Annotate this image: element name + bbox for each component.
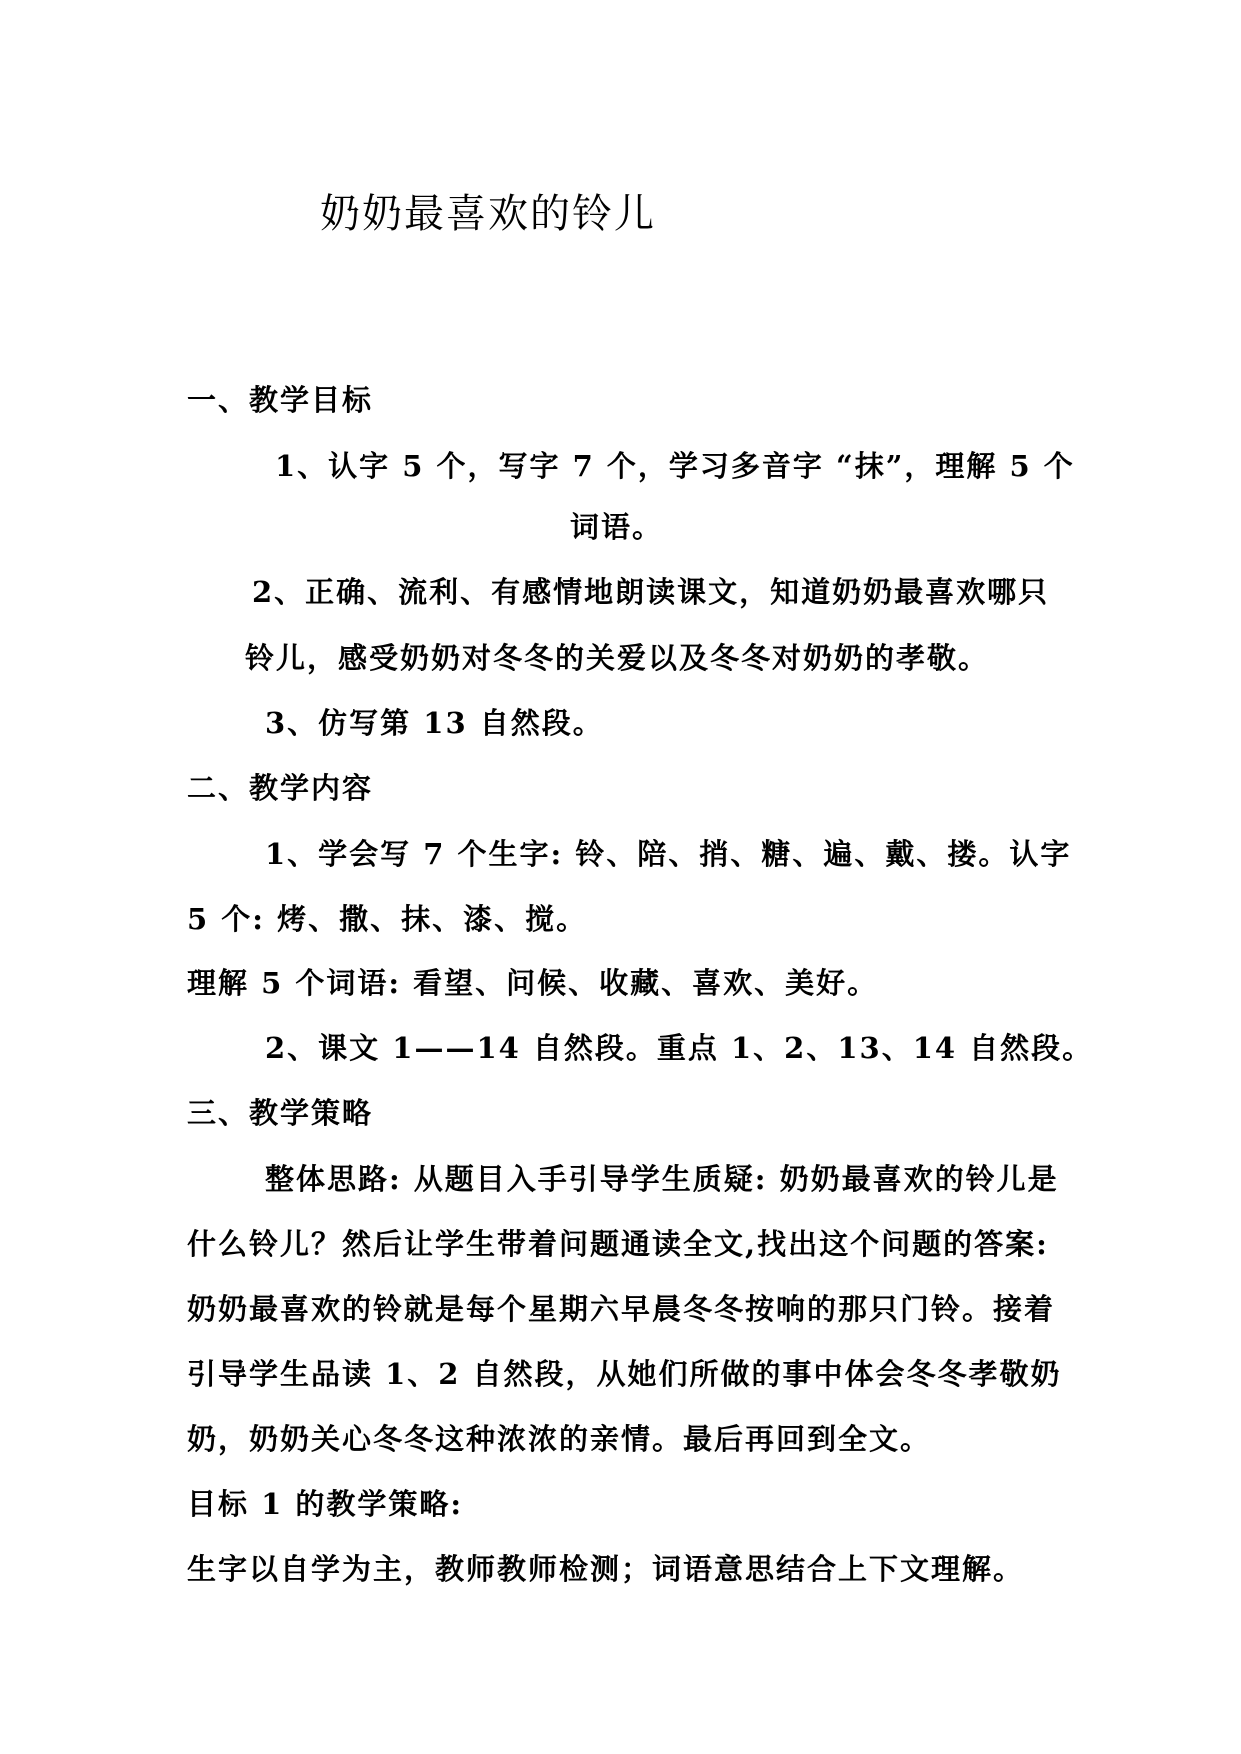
- section-heading-goals: 一、教学目标: [187, 383, 374, 417]
- goal-item-1-continued: 词语。: [570, 510, 664, 544]
- document-title: 奶奶最喜欢的铃儿: [320, 191, 656, 237]
- strategy-paragraph-line-1: 整体思路: 从题目入手引导学生质疑: 奶奶最喜欢的铃儿是: [265, 1162, 1059, 1196]
- goal-item-2-continued: 铃儿，感受奶奶对冬冬的关爱以及冬冬对奶奶的孝敬。: [245, 641, 990, 675]
- content-item-1-continued: 5 个: 烤、撒、抹、漆、搅。: [187, 902, 588, 936]
- strategy-paragraph-line-4: 引导学生品读 1、2 自然段，从她们所做的事中体会冬冬孝敬奶: [187, 1357, 1062, 1391]
- goal-item-2: 2、正确、流利、有感情地朗读课文，知道奶奶最喜欢哪只: [252, 575, 1050, 609]
- strategy-paragraph-line-5: 奶，奶奶关心冬冬这种浓浓的亲情。最后再回到全文。: [187, 1422, 932, 1456]
- goal-item-3: 3、仿写第 13 自然段。: [265, 706, 604, 740]
- content-item-1: 1、学会写 7 个生字: 铃、陪、捎、糖、遍、戴、搂。认字: [265, 837, 1072, 871]
- goal-1-strategy-text: 生字以自学为主，教师教师检测；词语意思结合上下文理解。: [187, 1552, 1025, 1586]
- strategy-paragraph-line-2: 什么铃儿？然后让学生带着问题通读全文,找出这个问题的答案:: [187, 1227, 1049, 1261]
- goal-1-strategy-heading: 目标 1 的教学策略:: [187, 1487, 464, 1521]
- section-heading-content: 二、教学内容: [187, 771, 374, 805]
- section-heading-strategy: 三、教学策略: [187, 1096, 374, 1130]
- strategy-paragraph-line-3: 奶奶最喜欢的铃就是每个星期六早晨冬冬按响的那只门铃。接着: [187, 1292, 1056, 1326]
- content-vocabulary: 理解 5 个词语: 看望、问候、收藏、喜欢、美好。: [187, 966, 879, 1000]
- content-item-2: 2、课文 1——14 自然段。重点 1、2、13、14 自然段。: [265, 1031, 1094, 1065]
- goal-item-1: 1、认字 5 个，写字 7 个，学习多音字 “抹”，理解 5 个: [275, 449, 1075, 483]
